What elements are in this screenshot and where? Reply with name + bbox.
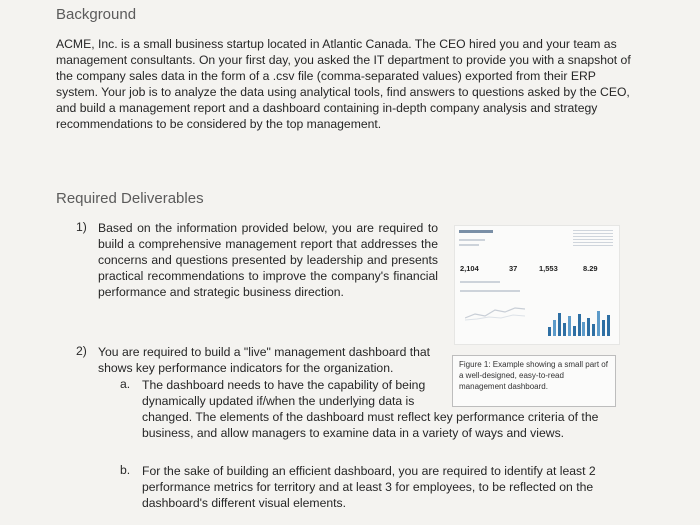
filter-line [459, 244, 479, 246]
bar-chart-thumb [547, 310, 611, 336]
thumb-bar [602, 320, 605, 336]
thumb-bar [563, 323, 566, 336]
divider-line [460, 281, 500, 283]
thumb-bar [582, 322, 585, 336]
thumb-bar [587, 318, 590, 336]
dashboard-table-thumb [573, 230, 613, 246]
dashboard-title-bar [459, 230, 493, 233]
thumb-bar [592, 324, 595, 336]
kpi-value-3: 1,553 [539, 264, 558, 273]
item-2b-text: For the sake of building an efficient dashboard, you are required to identify at least 2 performance metrics for territory and at least 3 for employees, to be reflected on the dashboard's different visual elements. [142, 464, 596, 511]
item-2-text: You are required to build a "live" management dashboard that shows key performance indicators for the organization. [98, 345, 431, 376]
dashboard-thumbnail [454, 225, 620, 345]
item-1-number: 1) [76, 220, 87, 234]
item-1-text: Based on the information provided below, you are required to build a comprehensive management report that addresses the concerns and questions presented by leadership and presents practical recommendations to improve the company's financial performance and strategic business direction. [98, 221, 438, 300]
thumb-bar [558, 313, 561, 336]
thumb-bar [573, 326, 576, 336]
kpi-value-4: 8.29 [583, 264, 598, 273]
divider-line [460, 290, 520, 292]
kpi-value-2: 37 [509, 264, 518, 273]
thumb-bar [553, 320, 556, 336]
thumb-bar [548, 327, 551, 336]
thumb-bar [578, 314, 581, 336]
item-2a-letter: a. [120, 377, 131, 391]
item-2a-text-start: The dashboard needs to have the capability of being [142, 378, 426, 392]
thumb-bar [568, 316, 571, 336]
thumb-bar [597, 311, 600, 336]
figure-caption: Figure 1: Example showing a small part of a well-designed, easy-to-read management dashboard. [452, 355, 616, 407]
thumb-bar [607, 315, 610, 336]
deliverables-heading: Required Deliverables [56, 190, 204, 207]
item-2a-text-body: dynamically updated if/when the underlying data is changed. The elements of the dashboard must reflect key performance criteria of the business, and allow managers to examine data in a variety of ways and views. [142, 394, 599, 441]
item-2b-letter: b. [120, 463, 131, 477]
filter-line [459, 239, 485, 241]
item-2-number: 2) [76, 344, 87, 358]
line-chart-thumb [465, 300, 525, 324]
background-paragraph: ACME, Inc. is a small business startup located in Atlantic Canada. The CEO hired you and your team as management consultants. On your first day, you asked the IT department to provide you with a snapshot of the company sales data in the form of a .csv file (comma-separated values) exported from their ERP system. Your job is to analyze the data using analytical tools, find answers to questions asked by the CEO, and build a management report and a dashboard containing in-depth company analysis and strategy recommendations to be considered by the top management. [56, 37, 631, 132]
background-heading: Background [56, 6, 137, 23]
kpi-value-1: 2,104 [460, 264, 479, 273]
